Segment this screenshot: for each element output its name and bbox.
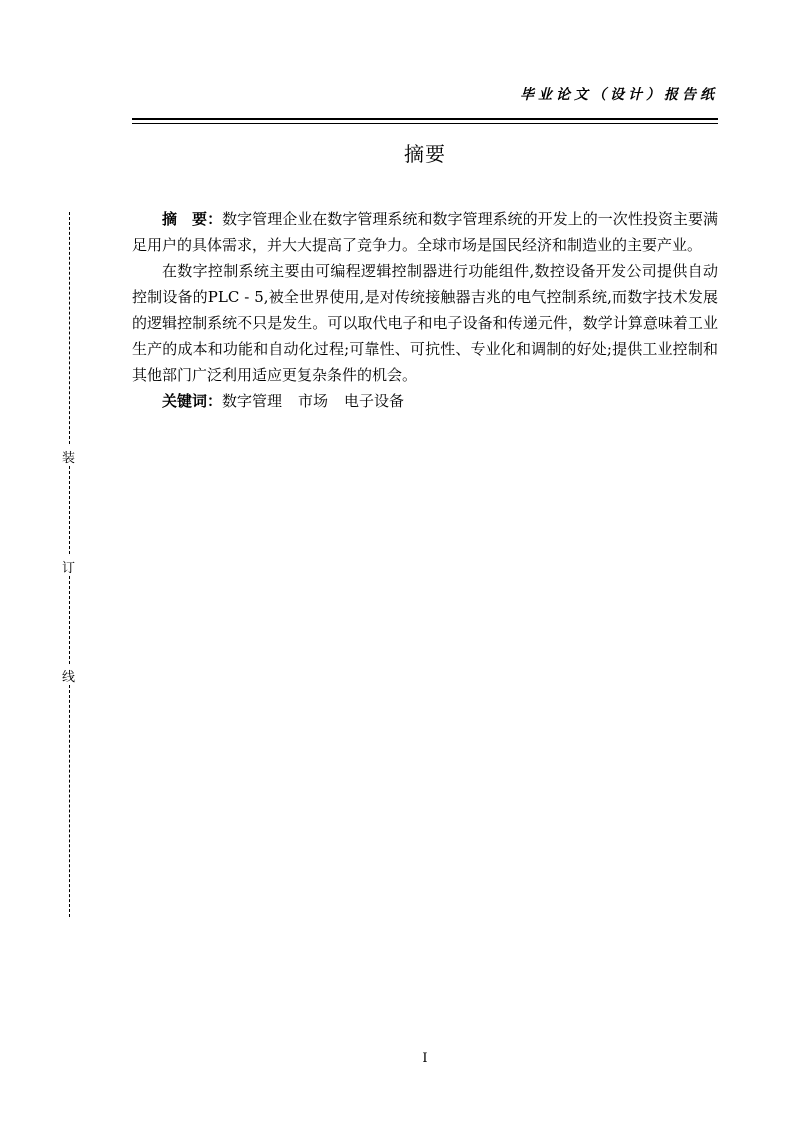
binding-line-segment-1 (69, 212, 70, 444)
keyword-3: 电子设备 (344, 392, 405, 410)
abstract-text-1: 数字管理企业在数字管理系统和数字管理系统的开发上的一次性投资主要满足用户的具体需求，并大大提高了竞争力。全球市场是国民经济和制造业的主要产业。 (132, 210, 718, 254)
binding-char-ding: 订 (62, 561, 76, 576)
binding-line-segment-4 (69, 685, 70, 917)
running-header: 毕业论文（设计）报告纸 (520, 87, 718, 103)
header-rule-thick (132, 118, 718, 120)
abstract-paragraph-2: 在数字控制系统主要由可编程逻辑控制器进行功能组件,数控设备开发公司提供自动控制设备的PLC - 5,被全世界使用,是对传统接触器吉兆的电气控制系统,而数字技术发展的逻辑控制系统不只是发生。可以取代电子和电子设备和传递元件，数学计算意味着工业生产的成本和功能和自动化过程;可靠性、可抗性、专业化和调制的好处;提供工业控制和其他部门广泛利用适应更复杂条件的机会。 (132, 262, 718, 384)
abstract-body (132, 206, 718, 414)
binding-line-segment-3 (69, 576, 70, 664)
keyword-1: 数字管理 (222, 392, 283, 410)
keyword-2: 市场 (298, 392, 329, 410)
abstract-label: 摘 要： (162, 210, 223, 228)
binding-char-zhuang: 装 (62, 451, 76, 466)
keywords-line (132, 388, 718, 414)
header-rule-thin (132, 123, 718, 124)
binding-line-segment-2 (69, 466, 70, 554)
page-number: I (422, 1051, 428, 1066)
binding-char-xian: 线 (62, 670, 76, 685)
keywords-label: 关键词： (162, 392, 223, 410)
page-title: 摘要 (404, 142, 446, 166)
abstract-paragraph-1 (132, 206, 718, 258)
